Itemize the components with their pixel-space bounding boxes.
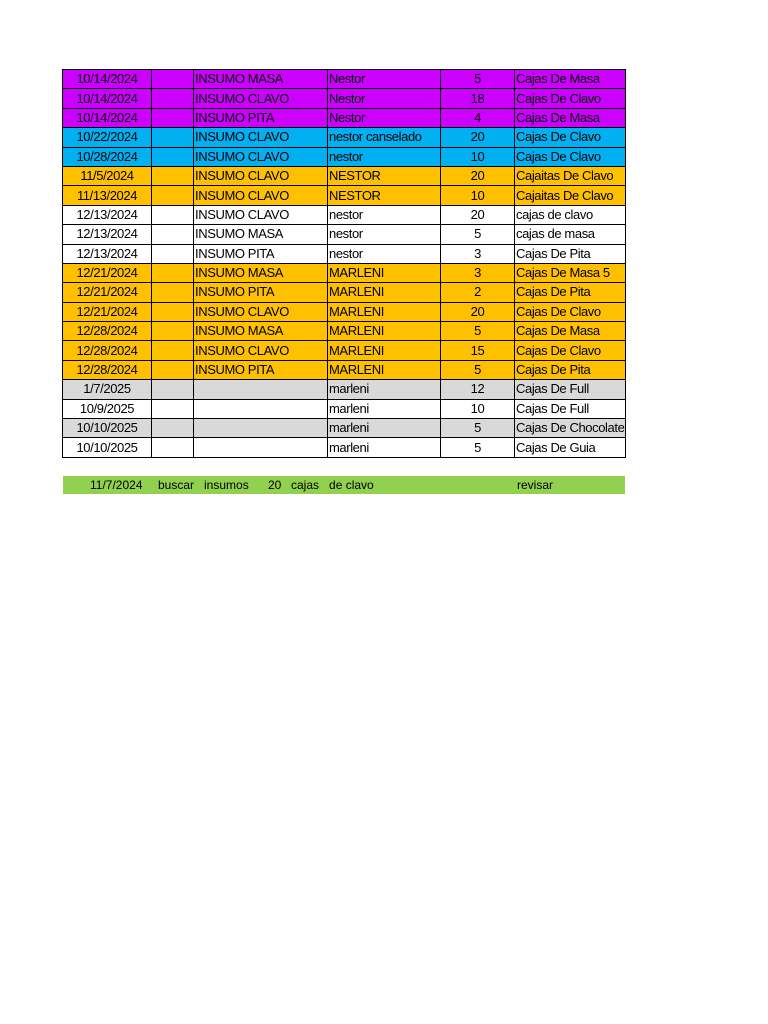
cell-person[interactable]: MARLENI xyxy=(328,263,441,282)
note-row xyxy=(63,476,625,494)
cell-item[interactable]: INSUMO PITA xyxy=(194,108,328,127)
cell-date[interactable]: 10/10/2025 xyxy=(63,419,152,438)
cell-blank[interactable] xyxy=(152,263,194,282)
cell-blank[interactable] xyxy=(152,341,194,360)
cell-person[interactable]: Nestor xyxy=(328,108,441,127)
cell-blank[interactable] xyxy=(152,438,194,457)
cell-date[interactable]: 1/7/2025 xyxy=(63,380,152,399)
cell-item[interactable]: INSUMO CLAVO xyxy=(194,341,328,360)
cell-person[interactable]: marleni xyxy=(328,399,441,418)
cell-blank[interactable] xyxy=(152,419,194,438)
cell-blank[interactable] xyxy=(152,244,194,263)
cell-person[interactable]: MARLENI xyxy=(328,360,441,379)
cell-date[interactable]: 12/28/2024 xyxy=(63,322,152,341)
cell-qty[interactable]: 3 xyxy=(441,263,515,282)
cell-date[interactable]: 12/28/2024 xyxy=(63,360,152,379)
table-row xyxy=(63,205,626,224)
cell-person[interactable]: nestor xyxy=(328,244,441,263)
cell-person[interactable]: MARLENI xyxy=(328,283,441,302)
cell-person[interactable]: Nestor xyxy=(328,70,441,89)
cell-qty[interactable]: 3 xyxy=(441,244,515,263)
cell-date[interactable]: 12/13/2024 xyxy=(63,225,152,244)
cell-item[interactable]: INSUMO CLAVO xyxy=(194,205,328,224)
cell-blank[interactable] xyxy=(152,360,194,379)
cell-desc[interactable]: Cajas De Masa xyxy=(515,70,626,89)
cell-person[interactable]: NESTOR xyxy=(328,186,441,205)
cell-date[interactable]: 10/9/2025 xyxy=(63,399,152,418)
cell-desc[interactable]: Cajas De Guia xyxy=(515,438,626,457)
cell-item[interactable]: INSUMO CLAVO xyxy=(194,302,328,321)
table-row xyxy=(63,283,626,302)
cell-item[interactable] xyxy=(194,419,328,438)
table-row xyxy=(63,108,626,127)
cell-date[interactable]: 10/28/2024 xyxy=(63,147,152,166)
cell-qty[interactable]: 15 xyxy=(441,341,515,360)
cell-item[interactable]: INSUMO MASA xyxy=(194,70,328,89)
cell-item[interactable]: INSUMO PITA xyxy=(194,244,328,263)
table-row xyxy=(63,380,626,399)
note-status: revisar xyxy=(517,478,554,492)
cell-person[interactable]: nestor canselado xyxy=(328,128,441,147)
table-row xyxy=(63,322,626,341)
cell-date[interactable]: 12/21/2024 xyxy=(63,283,152,302)
cell-person[interactable]: marleni xyxy=(328,419,441,438)
cell-date[interactable]: 12/21/2024 xyxy=(63,302,152,321)
cell-date[interactable]: 10/10/2025 xyxy=(63,438,152,457)
cell-person[interactable]: nestor xyxy=(328,225,441,244)
table-row xyxy=(63,186,626,205)
cell-desc[interactable]: Cajas De Pita xyxy=(515,283,626,302)
insumos-table xyxy=(62,69,626,458)
cell-person[interactable]: nestor xyxy=(328,205,441,224)
table-row xyxy=(63,438,626,457)
cell-qty[interactable]: 18 xyxy=(441,89,515,108)
cell-qty[interactable]: 20 xyxy=(441,128,515,147)
cell-item[interactable]: INSUMO CLAVO xyxy=(194,147,328,166)
cell-desc[interactable]: Cajas De Clavo xyxy=(515,147,626,166)
table-row xyxy=(63,89,626,108)
cell-item[interactable]: INSUMO MASA xyxy=(194,225,328,244)
cell-blank[interactable] xyxy=(152,225,194,244)
table-row xyxy=(63,399,626,418)
cell-desc[interactable]: Cajas De Pita xyxy=(515,244,626,263)
cell-desc[interactable]: Cajas De Clavo xyxy=(515,89,626,108)
cell-date[interactable]: 11/13/2024 xyxy=(63,186,152,205)
cell-qty[interactable]: 5 xyxy=(441,438,515,457)
cell-blank[interactable] xyxy=(152,205,194,224)
cell-qty[interactable]: 10 xyxy=(441,147,515,166)
table-row xyxy=(63,341,626,360)
cell-qty[interactable]: 20 xyxy=(441,205,515,224)
cell-qty[interactable]: 5 xyxy=(441,360,515,379)
cell-person[interactable]: marleni xyxy=(328,380,441,399)
cell-date[interactable]: 10/14/2024 xyxy=(63,108,152,127)
cell-person[interactable]: marleni xyxy=(328,438,441,457)
cell-person[interactable]: MARLENI xyxy=(328,302,441,321)
cell-blank[interactable] xyxy=(152,128,194,147)
cell-item[interactable]: INSUMO MASA xyxy=(194,263,328,282)
cell-qty[interactable]: 5 xyxy=(441,419,515,438)
cell-item[interactable] xyxy=(194,438,328,457)
cell-desc[interactable]: Cajas De Clavo xyxy=(515,302,626,321)
cell-qty[interactable]: 20 xyxy=(441,302,515,321)
cell-date[interactable]: 11/5/2024 xyxy=(63,166,152,185)
cell-date[interactable]: 10/22/2024 xyxy=(63,128,152,147)
cell-qty[interactable]: 2 xyxy=(441,283,515,302)
cell-desc[interactable]: cajas de clavo xyxy=(515,205,626,224)
table-row xyxy=(63,263,626,282)
cell-desc[interactable]: Cajaitas De Clavo xyxy=(515,186,626,205)
cell-blank[interactable] xyxy=(152,322,194,341)
insumos-table-body xyxy=(63,70,626,458)
cell-desc[interactable]: Cajas De Masa xyxy=(515,322,626,341)
cell-item[interactable]: INSUMO CLAVO xyxy=(194,186,328,205)
cell-item[interactable] xyxy=(194,399,328,418)
cell-date[interactable]: 10/14/2024 xyxy=(63,70,152,89)
cell-blank[interactable] xyxy=(152,399,194,418)
cell-person[interactable]: Nestor xyxy=(328,89,441,108)
cell-blank[interactable] xyxy=(152,166,194,185)
cell-date[interactable]: 12/13/2024 xyxy=(63,244,152,263)
table-row xyxy=(63,70,626,89)
cell-blank[interactable] xyxy=(152,283,194,302)
cell-desc[interactable]: Cajas De Full xyxy=(515,399,626,418)
note-date: 11/7/2024 xyxy=(90,478,143,492)
cell-qty[interactable]: 5 xyxy=(441,322,515,341)
cell-date[interactable]: 12/28/2024 xyxy=(63,341,152,360)
cell-desc[interactable]: Cajas De Full xyxy=(515,380,626,399)
cell-desc[interactable]: cajas de masa xyxy=(515,225,626,244)
cell-desc[interactable]: Cajas De Masa xyxy=(515,108,626,127)
table-row xyxy=(63,166,626,185)
cell-desc[interactable]: Cajas De Masa 5 xyxy=(515,263,626,282)
table-row xyxy=(63,225,626,244)
cell-desc[interactable]: Cajas De Chocolate xyxy=(515,419,626,438)
note-what: cajas de clavo xyxy=(291,478,374,492)
cell-blank[interactable] xyxy=(152,380,194,399)
cell-date[interactable]: 10/14/2024 xyxy=(63,89,152,108)
note-action: buscar insumos xyxy=(158,478,249,492)
cell-item[interactable]: INSUMO MASA xyxy=(194,322,328,341)
cell-item[interactable] xyxy=(194,380,328,399)
cell-item[interactable]: INSUMO PITA xyxy=(194,360,328,379)
cell-blank[interactable] xyxy=(152,89,194,108)
cell-date[interactable]: 12/13/2024 xyxy=(63,205,152,224)
table-row xyxy=(63,419,626,438)
cell-qty[interactable]: 5 xyxy=(441,70,515,89)
note-qty: 20 xyxy=(268,478,282,492)
cell-person[interactable]: MARLENI xyxy=(328,341,441,360)
cell-item[interactable]: INSUMO CLAVO xyxy=(194,89,328,108)
cell-person[interactable]: MARLENI xyxy=(328,322,441,341)
table-row xyxy=(63,302,626,321)
cell-blank[interactable] xyxy=(152,70,194,89)
cell-qty[interactable]: 12 xyxy=(441,380,515,399)
cell-item[interactable]: INSUMO CLAVO xyxy=(194,128,328,147)
cell-qty[interactable]: 4 xyxy=(441,108,515,127)
cell-item[interactable]: INSUMO CLAVO xyxy=(194,166,328,185)
table-row xyxy=(63,128,626,147)
cell-desc[interactable]: Cajas De Clavo xyxy=(515,128,626,147)
cell-blank[interactable] xyxy=(152,186,194,205)
cell-person[interactable]: NESTOR xyxy=(328,166,441,185)
cell-blank[interactable] xyxy=(152,302,194,321)
cell-person[interactable]: nestor xyxy=(328,147,441,166)
cell-qty[interactable]: 20 xyxy=(441,166,515,185)
table-row xyxy=(63,360,626,379)
cell-date[interactable]: 12/21/2024 xyxy=(63,263,152,282)
cell-desc[interactable]: Cajaitas De Clavo xyxy=(515,166,626,185)
cell-blank[interactable] xyxy=(152,108,194,127)
cell-qty[interactable]: 10 xyxy=(441,399,515,418)
table-row xyxy=(63,244,626,263)
cell-qty[interactable]: 5 xyxy=(441,225,515,244)
cell-item[interactable]: INSUMO PITA xyxy=(194,283,328,302)
cell-qty[interactable]: 10 xyxy=(441,186,515,205)
cell-desc[interactable]: Cajas De Pita xyxy=(515,360,626,379)
cell-desc[interactable]: Cajas De Clavo xyxy=(515,341,626,360)
cell-blank[interactable] xyxy=(152,147,194,166)
table-row xyxy=(63,147,626,166)
